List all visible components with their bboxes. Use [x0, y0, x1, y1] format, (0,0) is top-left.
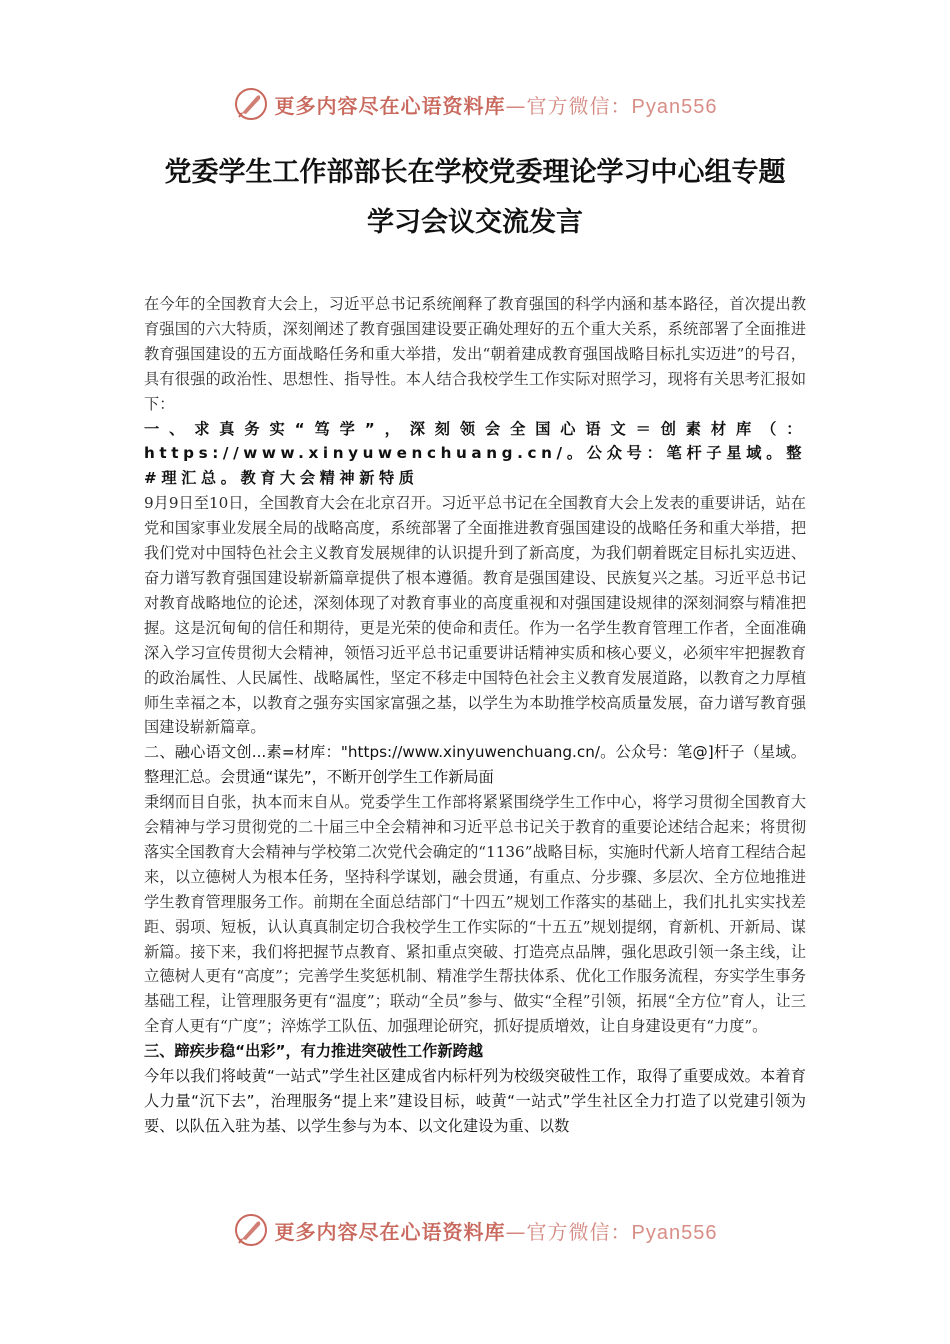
- watermark-header: [0, 84, 950, 124]
- document-body: [144, 292, 806, 1139]
- pen-feather-icon: [233, 1212, 269, 1248]
- pen-feather-icon: [233, 86, 269, 122]
- section-2-heading: 二、融心语文创...素=材库："https://www.xinyuwenchuang.cn/。公众号：笔@]杆子（星域。整理汇总。会贯通“谋先”，不断开创学生工作新局面: [144, 743, 806, 787]
- watermark-label: 官方微信：: [526, 93, 632, 118]
- section-3-body: 今年以我们将岐黄“一站式”学生社区建成省内标杆列为校级突破性工作，取得了重要成效。本着育人力量“沉下去”，治理服务“提上来”建设目标，岐黄“一站式”学生社区全力打造了以党建引领为要、以队伍入驻为基、以学生参与为本、以文化建设为重、以数: [144, 1067, 806, 1135]
- watermark-footer: [0, 1210, 950, 1250]
- watermark-brand: 更多内容尽在心语资料库: [274, 93, 506, 118]
- section-3-heading: 三、蹄疾步稳“出彩”，有力推进突破性工作新跨越: [144, 1042, 483, 1061]
- watermark-text: [275, 1216, 718, 1245]
- title-line-1: 党委学生工作部部长在学校党委理论学习中心组专题: [164, 157, 786, 188]
- section-1-heading: 一、求真务实“笃学”，深刻领会全国心语文＝创素材库（：https://www.xinyuwenchuang.cn/。公众号：笔杆子星域。整#理汇总。教育大会精神新特质: [144, 419, 806, 488]
- document-title: [100, 148, 850, 248]
- watermark-dash: —: [505, 93, 527, 118]
- title-line-2: 学习会议交流发言: [367, 207, 583, 238]
- section-1-body: 9月9日至10日，全国教育大会在北京召开。习近平总书记在全国教育大会上发表的重要讲话，站在党和国家事业发展全局的战略高度，系统部署了全面推进教育强国建设的战略任务和重大举措，把我们党对中国特色社会主义教育发展规律的认识提升到了新高度，为我们朝着既定目标扎实迈进、奋力谱写教育强国建设崭新篇章提供了根本遵循。教育是强国建设、民族复兴之基。习近平总书记对教育战略地位的论述，深刻体现了对教育事业的高度重视和对强国建设规律的深刻洞察与精准把握。这是沉甸甸的信任和期待，更是光荣的使命和责任。作为一名学生教育管理工作者，全面准确深入学习宣传贯彻大会精神，领悟习近平总书记重要讲话精神实质和核心要义，必须牢牢把握教育的政治属性、人民属性、战略属性，坚定不移走中国特色社会主义教育发展道路，以教育之力厚植师生幸福之本，以教育之强夯实国家富强之基，以学生为本助推学校高质量发展，奋力谱写教育强国建设崭新篇章。: [144, 494, 806, 737]
- watermark-brand: 更多内容尽在心语资料库: [274, 1219, 506, 1244]
- section-2-body: 秉纲而目自张，执本而末自从。党委学生工作部将紧紧围绕学生工作中心，将学习贯彻全国教育大会精神与学习贯彻党的二十届三中全会精神和习近平总书记关于教育的重要论述结合起来；将贯彻落实全国教育大会精神与学校第二次党代会确定的“1136”战略目标，实施时代新人培育工程结合起来，以立德树人为根本任务，坚持科学谋划，融会贯通，有重点、分步骤、多层次、全方位地推进学生教育管理服务工作。前期在全面总结部门“十四五”规划工作落实的基础上，我们扎扎实实找差距、弱项、短板，认认真真制定切合我校学生工作实际的“十五五”规划提纲，育新机、开新局、谋新篇。接下来，我们将把握节点教育、紧扣重点突破、打造亮点品牌，强化思政引领一条主线，让立德树人更有“高度”；完善学生奖惩机制、精准学生帮扶体系、优化工作服务流程，夯实学生事务基础工程，让管理服务更有“温度”；联动“全员”参与、做实“全程”引领，拓展“全方位”育人，让三全育人更有“广度”；淬炼学工队伍、加强理论研究，抓好提质增效，让自身建设更有“力度”。: [144, 793, 806, 1036]
- intro-paragraph: 在今年的全国教育大会上，习近平总书记系统阐释了教育强国的科学内涵和基本路径，首次提出教育强国的六大特质，深刻阐述了教育强国建设要正确处理好的五个重大关系，系统部署了全面推进教育强国建设的五方面战略任务和重大举措，发出“朝着建成教育强国战略目标扎实迈进”的号召，具有很强的政治性、思想性、指导性。本人结合我校学生工作实际对照学习，现将有关思考汇报如下：: [144, 295, 806, 413]
- watermark-wechat-id: Pyan556: [631, 95, 718, 118]
- watermark-dash: —: [505, 1219, 527, 1244]
- watermark-wechat-id: Pyan556: [631, 1221, 718, 1244]
- watermark-label: 官方微信：: [526, 1219, 632, 1244]
- watermark-text: [275, 90, 718, 119]
